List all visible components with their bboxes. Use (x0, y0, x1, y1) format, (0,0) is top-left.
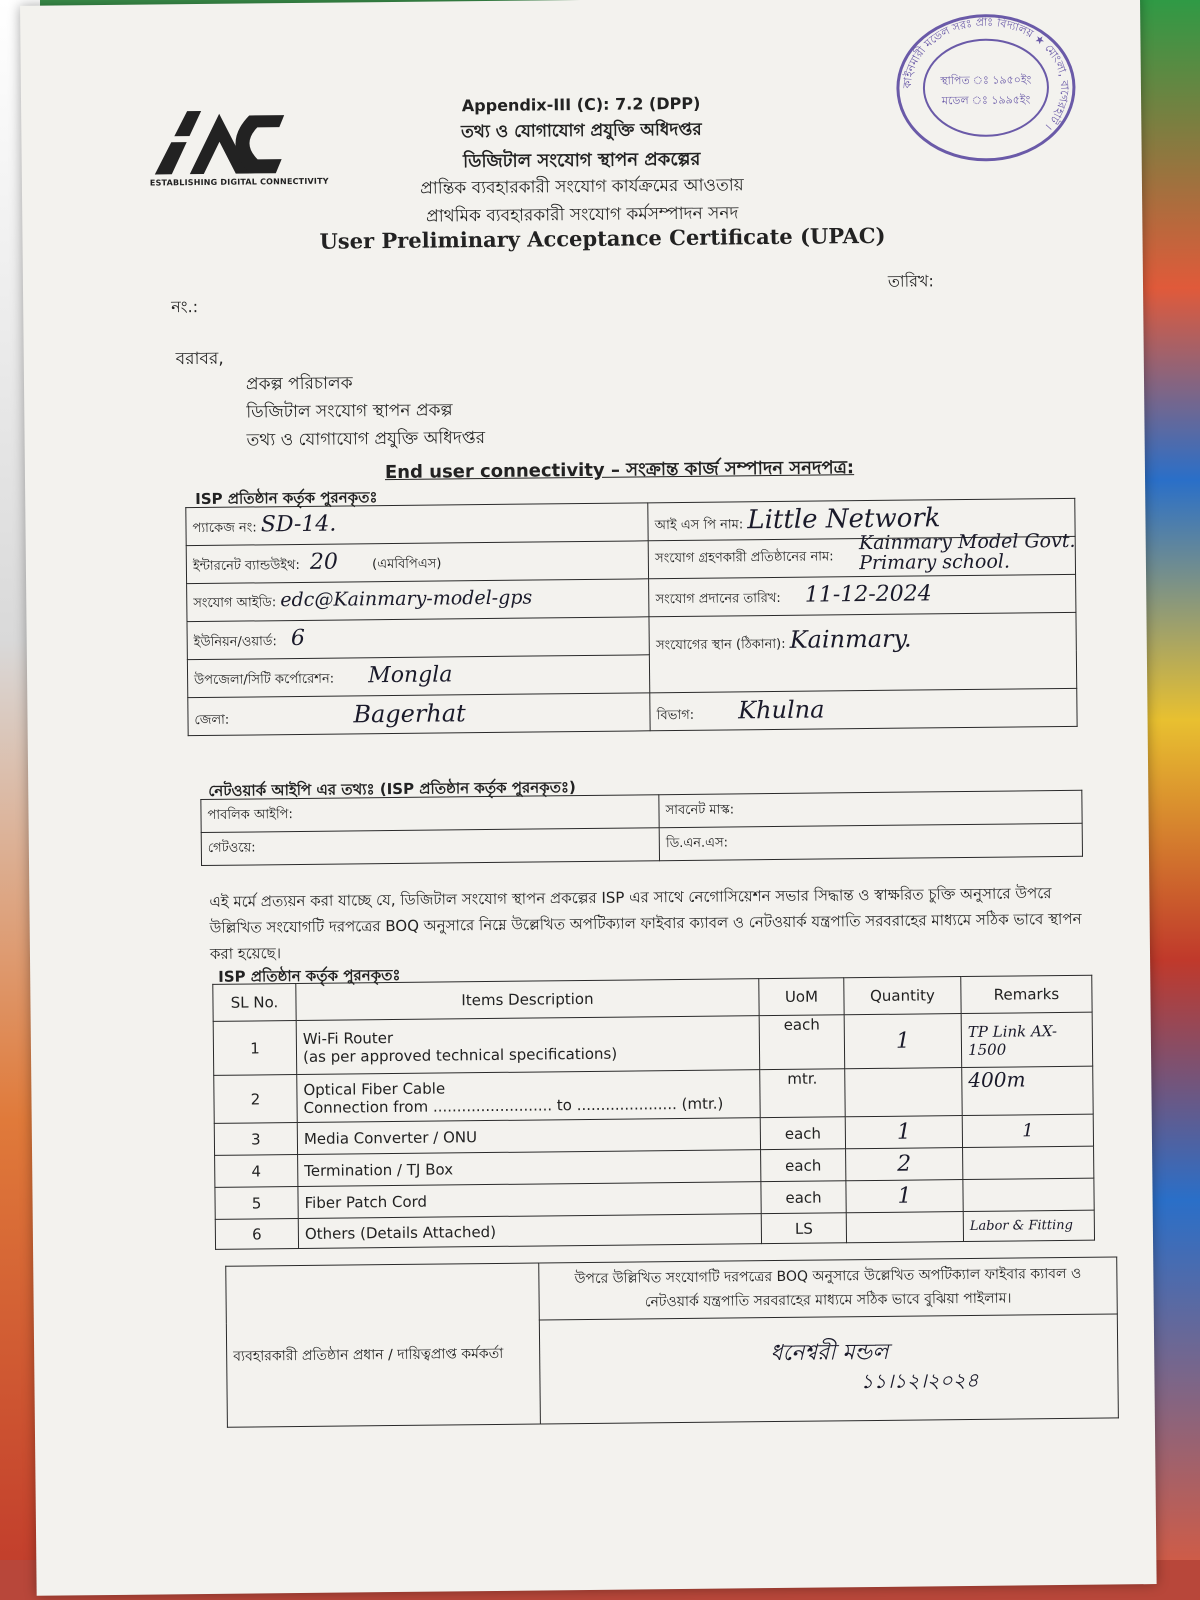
recipient-cell (648, 529, 1076, 578)
district-label: জেলা: (194, 712, 230, 728)
address-line-2: ডিজিটাল সংযোগ স্থাপন প্রকল্প (246, 400, 453, 423)
row-desc-main: Wi-Fi Router (302, 1028, 394, 1048)
division-value: Khulna (738, 694, 825, 724)
signoff-table (225, 1256, 1119, 1427)
row-remarks: TP Link AX-1500 (961, 1012, 1093, 1067)
row-desc: Others (Details Attached) (298, 1214, 761, 1249)
ministry-name: তথ্য ও যোগাযোগ প্রযুক্তি অধিদপ্তর (461, 119, 702, 143)
public-ip-label: পাবলিক আইপি: (207, 806, 293, 823)
address-line-3: তথ্য ও যোগাযোগ প্রযুক্তি অধিদপ্তর (246, 428, 486, 451)
row-desc (297, 1070, 760, 1123)
row-sl: 1 (213, 1021, 297, 1076)
section-title: End user connectivity – সংক্রান্ত কার্জ সম্পাদন সনদপত্র: (384, 457, 855, 484)
union-value: 6 (290, 625, 306, 652)
row-uom: LS (761, 1213, 846, 1244)
header-qty: Quantity (844, 977, 961, 1015)
package-label: প্যাকেজ নং: (192, 520, 257, 537)
row-uom: each (761, 1181, 846, 1214)
district-cell (188, 693, 651, 736)
row-qty: 1 (845, 1116, 962, 1149)
upazila-label: উপজেলা/সিটি কর্পোরেশন: (194, 671, 335, 689)
union-label: ইউনিয়ন/ওয়ার্ড: (193, 634, 277, 651)
edc-logo-icon (149, 105, 290, 176)
certificate-bn-title: প্রাথমিক ব্যবহারকারী সংযোগ কর্মসম্পাদন সনদ (425, 203, 739, 227)
recipient-value: Kainmary Model Govt. Primary school. (858, 529, 1076, 575)
connection-date-value: 11-12-2024 (804, 581, 932, 608)
logo-tagline: ESTABLISHING DIGITAL CONNECTIVITY (149, 176, 329, 188)
reference-number-label: নং.: (171, 297, 199, 317)
stamp-seal-icon (890, 7, 1082, 169)
edc-logo (149, 105, 329, 197)
row-qty (846, 1212, 963, 1243)
connection-details-table (185, 498, 1077, 736)
recipient-label: সংযোগ গ্রহণকারী প্রতিষ্ঠানের নাম: (655, 549, 834, 567)
row-remarks: 400m (962, 1066, 1093, 1115)
signature-date: ১১।১২।২০২৪ (860, 1368, 979, 1394)
table-row (213, 1012, 1093, 1075)
svg-text:কাইনমারী মডেল সরঃ প্রাঃ বিদ্যা: কাইনমারী মডেল সরঃ প্রাঃ বিদ্যালয় ★ মোংলা, বাগেরহাট । (900, 15, 1072, 133)
connection-id-cell (187, 579, 650, 622)
row-desc-sub: (as per approved technical specifications) (302, 1044, 618, 1066)
certificate-paper (20, 0, 1157, 1596)
package-cell (186, 503, 649, 546)
row-remarks: 1 (962, 1114, 1093, 1147)
subnet-cell (659, 790, 1082, 827)
row-uom: each (759, 1015, 845, 1070)
school-stamp (890, 7, 1082, 169)
row-desc (296, 1016, 760, 1075)
row-remarks (963, 1146, 1094, 1179)
isp-name-label: আই এস পি নাম: (654, 517, 744, 534)
row-remarks: Labor & Fitting (963, 1210, 1094, 1241)
gateway-cell (201, 828, 659, 866)
header-desc: Items Description (296, 979, 759, 1021)
project-name: ডিজিটাল সংযোগ স্থাপন প্রকল্পের (462, 148, 701, 173)
bandwidth-unit: (এমবিপিএস) (372, 556, 442, 573)
signoff-statement: উপরে উল্লিখিত সংযোগটি দরপত্রের BOQ অনুসারে উল্লেখিত অপটিক্যাল ফাইবার ক্যাবল ও নেটওয়ার্ক যন্ত্রপাতি সরবরাহের মাধ্যমে সঠিক ভাবে বুঝিয়া পাইলাম। (539, 1257, 1118, 1320)
dns-cell (659, 823, 1082, 860)
district-value: Bagerhat (353, 698, 466, 728)
dns-label: ডি.এন.এস: (665, 834, 729, 851)
signature-name: ধনেশ্বরী মন্ডল (770, 1339, 889, 1367)
package-value: SD-14. (260, 511, 337, 538)
row-desc-main: Optical Fiber Cable (303, 1078, 446, 1099)
row-desc: Fiber Patch Cord (298, 1182, 761, 1219)
items-table (212, 975, 1095, 1250)
division-label: বিভাগ: (656, 707, 695, 723)
isp-filled-label: ISP প্রতিষ্ঠান কর্তৃক পুরনকৃতঃ (195, 488, 378, 509)
division-cell (650, 688, 1077, 730)
bandwidth-value: 20 (309, 549, 339, 575)
isp-filled-label-2: ISP প্রতিষ্ঠান কর্তৃক পুরনকৃতঃ (218, 965, 401, 986)
row-desc-sub: Connection from ......................... to ..................... (mtr.) (303, 1094, 724, 1117)
row-sl: 6 (215, 1219, 298, 1250)
location-cell (649, 612, 1077, 692)
date-label: তারিখ: (887, 271, 934, 291)
address-to: বরাবর, (175, 348, 224, 370)
upazila-value: Mongla (368, 662, 453, 689)
row-uom: each (761, 1149, 846, 1182)
location-label: সংযোগের স্থান (ঠিকানা): (655, 636, 786, 654)
subnet-label: সাবনেট মাস্ক: (665, 801, 735, 818)
row-qty: 1 (844, 1014, 962, 1069)
upazila-cell (187, 655, 650, 698)
union-cell (187, 617, 650, 660)
svg-text:স্থাপিত ঃ ১৯৫০ইং: স্থাপিত ঃ ১৯৫০ইং (940, 73, 1032, 88)
row-sl: 2 (214, 1075, 297, 1124)
location-value: Kainmary. (789, 624, 912, 654)
header-uom: UoM (759, 978, 844, 1016)
svg-text:মডেল ঃ ১৯৯৫ইং: মডেল ঃ ১৯৯৫ইং (941, 93, 1031, 108)
row-uom: each (760, 1117, 845, 1150)
address-line-1: প্রকল্প পরিচালক (245, 373, 353, 395)
gateway-label: গেটওয়ে: (207, 839, 256, 856)
header-remarks: Remarks (961, 975, 1092, 1013)
signature-cell (539, 1314, 1118, 1424)
connection-date-cell (649, 574, 1076, 616)
isp-name-value: Little Network (747, 503, 941, 536)
network-info-title: নেটওয়ার্ক আইপি এর তথ্যঃ (ISP প্রতিষ্ঠান কর্তৃক পুরনকৃতঃ) (208, 778, 576, 800)
row-uom: mtr. (760, 1069, 845, 1118)
row-qty: 1 (846, 1180, 963, 1213)
program-line: প্রান্তিক ব্যবহারকারী সংযোগ কার্যক্রমের আওতায় (420, 175, 744, 199)
row-qty (845, 1068, 962, 1117)
connection-id-label: সংযোগ আইডি: (193, 595, 277, 612)
row-sl: 5 (215, 1187, 298, 1220)
connection-id-value: edc@Kainmary-model-gps (280, 586, 533, 612)
connection-date-label: সংযোগ প্রদানের তারিখ: (655, 590, 781, 608)
row-desc: Termination / TJ Box (298, 1150, 761, 1187)
public-ip-cell (201, 795, 659, 833)
signoff-role: ব্যবহারকারী প্রতিষ্ঠান প্রধান / দায়িত্বপ্রাপ্ত কর্মকর্তা (226, 1263, 541, 1427)
appendix-label: Appendix-III (C): 7.2 (DPP) (461, 93, 701, 116)
declaration-paragraph: এই মর্মে প্রত্যয়ন করা যাচ্ছে যে, ডিজিটাল সংযোগ স্থাপন প্রকল্পের ISP এর সাথে নেগোসিয়েশন সভার সিদ্ধান্ত ও স্বাক্ষরিত চুক্তি অনুসারে উপরে উল্লিখিত সংযোগটি দরপত্রের BOQ অনুসারে নিম্নে উল্লেখিত অপটিক্যাল ফাইবার ক্যাবল ও নেটওয়ার্ক যন্ত্রপাতি সরবরাহের মাধ্যমে সঠিক ভাবে স্থাপন করা হয়েছে। (209, 884, 1082, 963)
network-info-table (200, 790, 1083, 866)
row-qty: 2 (846, 1148, 963, 1181)
certificate-title: User Preliminary Acceptance Certificate (UPAC) (319, 222, 886, 254)
bandwidth-cell (186, 541, 649, 584)
row-sl: 4 (215, 1155, 298, 1188)
row-sl: 3 (214, 1123, 297, 1156)
bandwidth-label: ইন্টারনেট ব্যান্ডউইথ: (192, 557, 300, 575)
row-remarks (963, 1178, 1094, 1211)
row-desc: Media Converter / ONU (297, 1118, 760, 1155)
header-sl: SL No. (213, 984, 296, 1022)
